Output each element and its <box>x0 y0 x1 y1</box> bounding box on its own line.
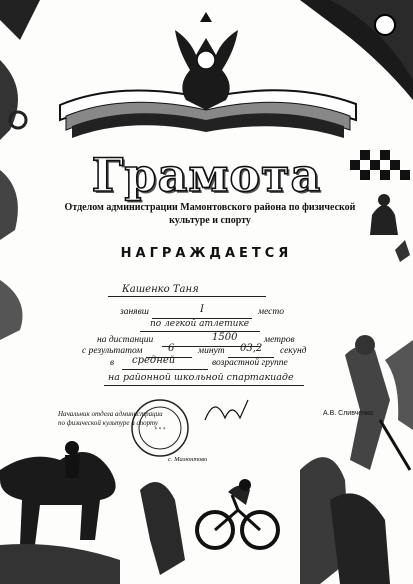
runner-silhouette <box>140 457 390 584</box>
seconds-value: 03,2 <box>240 343 263 354</box>
top-right-corner <box>300 0 413 100</box>
result-prefix: с результатом <box>82 346 143 356</box>
place-suffix: место <box>258 307 284 317</box>
issuer-text: Отделом администрации Мамонтовского района по физической культуре и спорту <box>64 202 356 226</box>
official-stamp <box>132 400 188 456</box>
signer-name: А.В. Сливченко <box>323 410 374 417</box>
certificate-title: Грамота <box>91 148 322 202</box>
signature <box>205 400 248 420</box>
distance-suffix: метров <box>264 335 295 345</box>
name-rule <box>108 296 266 297</box>
issue-place: с. Мамонтово <box>168 456 208 463</box>
right-border-runner <box>385 340 413 430</box>
age-prefix: в <box>110 358 115 368</box>
awarded-heading: НАГРАЖДАЕТСЯ <box>120 246 293 261</box>
cyclist-silhouette <box>197 479 278 548</box>
competition-rule <box>104 385 304 386</box>
event-value: по легкой атлетике <box>150 319 250 329</box>
competition-text: на районной школьной спартакиаде <box>108 372 294 383</box>
age-value: средней <box>132 355 176 366</box>
horse-rider-silhouette <box>0 441 120 584</box>
svg-text:* * *: * * * <box>154 427 166 433</box>
age-rule <box>122 369 208 370</box>
age-suffix: возрастной группе <box>212 358 288 368</box>
seconds-label: секунд <box>280 346 307 356</box>
distance-prefix: на дистанции <box>97 335 154 345</box>
head-of-department-label: Начальник отдела администрации по физической культуре и спорту <box>58 410 163 427</box>
place-value: I <box>200 304 204 315</box>
minutes-value: 6 <box>168 343 175 354</box>
distance-value: 1500 <box>212 332 238 343</box>
place-prefix: занявш <box>120 307 149 317</box>
event-rule <box>140 331 260 332</box>
minutes-label: минут <box>198 346 225 356</box>
recipient-name: Кашенко Таня <box>122 284 199 295</box>
